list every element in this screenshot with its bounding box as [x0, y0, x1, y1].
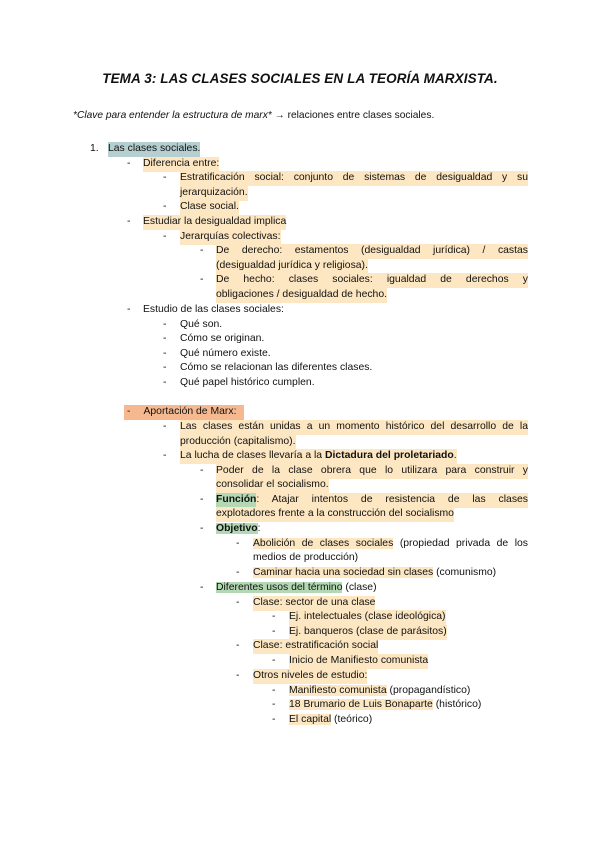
lucha-end: . [453, 450, 457, 461]
list-item [253, 537, 528, 552]
list-item [216, 493, 528, 508]
list-item: De hecho: clases sociales: igualdad de derechos y [216, 273, 528, 288]
list-item: Clase: estratificación social [253, 639, 378, 654]
funcion-text: : Atajar intentos de resistencia de las clases [256, 494, 528, 505]
bullet: - [272, 699, 276, 710]
capital-highlight: El capital [289, 714, 332, 725]
list-item: Clase: sector de una clase [253, 596, 375, 611]
list-item: Qué papel histórico cumplen. [180, 377, 315, 388]
bullet: - [236, 670, 240, 681]
list-item [216, 522, 260, 537]
bullet: - [163, 348, 167, 359]
manifiesto-highlight: Manifiesto comunista [289, 685, 387, 696]
bullet: - [272, 655, 276, 666]
list-item: Estudiar la desigualdad implica [143, 215, 286, 230]
intro-key-phrase: *Clave para entender la estructura de marx* [73, 110, 272, 121]
bullet: - [236, 538, 240, 549]
document-title: TEMA 3: LAS CLASES SOCIALES EN LA TEORÍA MARXISTA. [102, 71, 498, 86]
brumario-highlight: 18 Brumario de Luis Bonaparte [289, 699, 433, 710]
list-item: Jerarquías colectivas: [180, 230, 281, 245]
aportacion-label: Aportación de Marx: [143, 406, 237, 417]
list-item: Ej. intelectuales (clase ideológica) [289, 610, 446, 625]
lucha-text: La lucha de clases llevaría a la [180, 450, 325, 461]
bullet: - [200, 465, 204, 476]
manifiesto-rest: (propagandístico) [386, 685, 471, 696]
list-item [216, 581, 377, 596]
bullet: - [163, 172, 167, 183]
list-item-continuation: producción (capitalismo). [180, 435, 296, 450]
list-item-continuation: explotadores frente a la construcción del socialismo [216, 507, 454, 522]
list-item: Qué número existe. [180, 348, 271, 359]
bullet: - [272, 685, 276, 696]
bullet: - [163, 421, 167, 432]
caminar-rest: (comunismo) [433, 567, 497, 578]
abolicion-rest: (propiedad privada de los [393, 538, 528, 549]
bullet: - [200, 245, 204, 256]
list-item: De derecho: estamentos (desigualdad jurídica) / castas [216, 244, 528, 259]
list-item: Cómo se originan. [180, 333, 265, 344]
bullet: - [163, 377, 167, 388]
list-item [253, 566, 496, 581]
list-item: Otros niveles de estudio: [253, 669, 367, 684]
bullet: - [200, 582, 204, 593]
caminar-highlight: Caminar hacia una sociedad sin clases [253, 567, 434, 578]
list-item-continuation: medios de producción) [253, 552, 359, 563]
section-heading [124, 405, 244, 420]
bullet: - [127, 216, 131, 227]
dictadura-term: Dictadura del proletariado [324, 450, 454, 461]
bullet: - [272, 626, 276, 637]
bullet: - [236, 597, 240, 608]
capital-rest: (teórico) [331, 714, 373, 725]
usos-highlight: Diferentes usos del término [216, 582, 343, 593]
bullet: - [127, 406, 131, 417]
brumario-rest: (histórico) [432, 699, 482, 710]
bullet: - [272, 611, 276, 622]
list-item: Cómo se relacionan las diferentes clases. [180, 362, 373, 373]
list-item: Clase social. [180, 200, 239, 215]
section-heading: Las clases sociales. [108, 142, 200, 157]
bullet: - [272, 714, 276, 725]
list-item [289, 698, 481, 713]
bullet: - [163, 231, 167, 242]
list-item: Ej. banqueros (clase de parásitos) [289, 625, 447, 640]
bullet: - [163, 362, 167, 373]
intro-line [73, 110, 434, 121]
bullet: - [163, 201, 167, 212]
list-item: Poder de la clase obrera que lo utilizara para construir y [216, 464, 528, 479]
list-item: Estratificación social: conjunto de sistemas de desigualdad y su [180, 171, 528, 186]
list-item [180, 449, 457, 464]
list-item-continuation: consolidar el socialismo. [216, 478, 329, 493]
intro-rest: → relaciones entre clases sociales. [271, 110, 435, 121]
list-item: Las clases están unidas a un momento histórico del desarrollo de la [180, 420, 528, 435]
usos-rest: (clase) [342, 582, 377, 593]
bullet: - [163, 333, 167, 344]
list-item: Qué son. [180, 319, 223, 330]
objetivo-colon: : [257, 523, 261, 534]
list-item: Inicio de Manifiesto comunista [289, 654, 428, 669]
bullet: - [127, 158, 131, 169]
bullet: - [163, 450, 167, 461]
list-item: Estudio de las clases sociales: [143, 304, 284, 315]
list-item-continuation: jerarquización. [180, 186, 248, 201]
bullet: - [200, 494, 204, 505]
objetivo-label: Objetivo [216, 523, 258, 534]
abolicion-highlight: Abolición de clases sociales [253, 538, 394, 549]
list-item-continuation: obligaciones / desigualdad de hecho. [216, 288, 387, 303]
funcion-label: Función [216, 493, 256, 508]
bullet: - [163, 319, 167, 330]
list-item [289, 684, 470, 699]
bullet: - [200, 523, 204, 534]
bullet: - [236, 567, 240, 578]
bullet: - [236, 640, 240, 651]
bullet: - [200, 274, 204, 285]
list-item: Diferencia entre: [143, 157, 219, 172]
list-number: 1. [90, 143, 99, 154]
bullet: - [127, 304, 131, 315]
list-item [289, 713, 372, 728]
list-item-continuation: (desigualdad jurídica y religiosa). [216, 259, 368, 274]
